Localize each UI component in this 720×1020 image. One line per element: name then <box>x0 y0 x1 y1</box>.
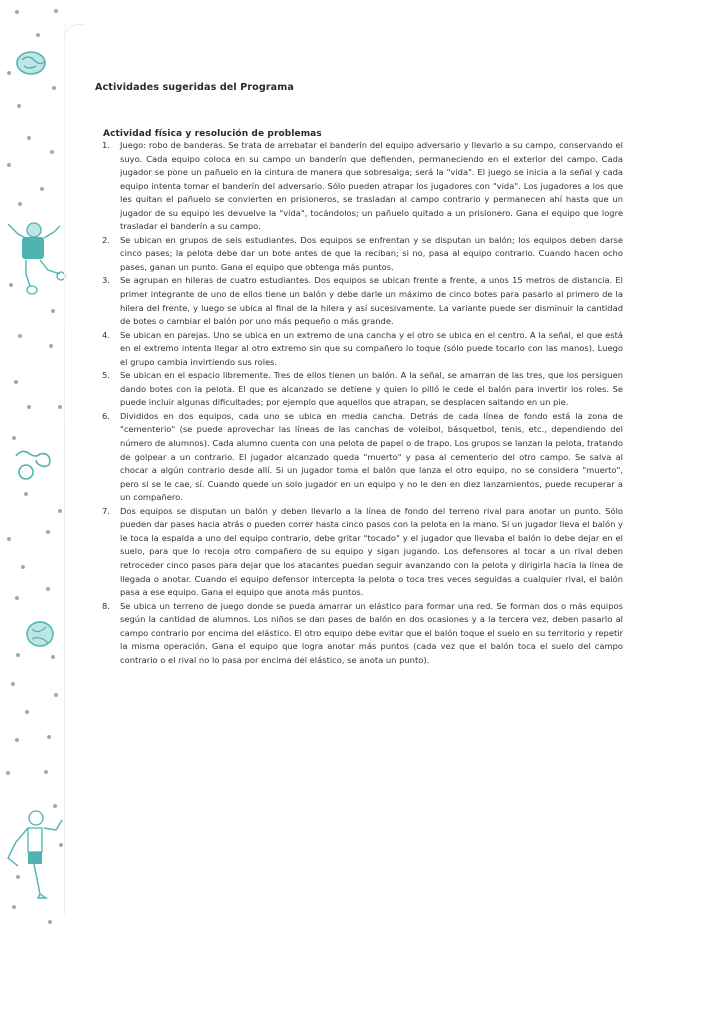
bicycle-doodle-icon <box>12 446 56 486</box>
globe-doodle-icon <box>14 48 50 78</box>
dot <box>16 653 20 657</box>
activity-number: 6. <box>102 410 110 421</box>
dot <box>15 738 19 742</box>
dot <box>7 537 11 541</box>
dot <box>11 682 15 686</box>
activity-number: 8. <box>102 600 110 611</box>
dot <box>58 405 62 409</box>
dot <box>46 530 50 534</box>
section-title: Actividad física y resolución de problemas <box>103 129 322 139</box>
dot <box>27 405 31 409</box>
dot <box>58 509 62 513</box>
dot <box>17 104 21 108</box>
dot <box>40 187 44 191</box>
dot <box>12 436 16 440</box>
dot <box>51 309 55 313</box>
document <box>95 82 623 667</box>
activity-text: Se agrupan en hileras de cuatro estudiantes. Dos equipos se ubican frente a frente, a unos 15 metros de distancia. El primer integrante de uno de ellos tiene un balón y debe darle un máximo de cinco botes para pasarlo al primero de la hilera del frente, y luego se ubica al final de la hilera y así sucesivamente. La variante puede ser disminuir la cantidad de botes o cambiar el balón por uno más pequeño o más grande. <box>120 275 623 327</box>
activity-number: 3. <box>102 275 110 286</box>
dot <box>36 33 40 37</box>
activity-text: Se ubican en grupos de seis estudiantes. Dos equipos se enfrentan y se disputan un balón; los equipos deben darse cinco pases; la pelota debe dar un bote antes de que la reciban; si no, pasa al equipo contrario. Cuando hacen ocho pases, ganan un punto. Gana el equipo que obtenga más puntos. <box>120 234 623 272</box>
activity-text: Se ubica un terreno de juego donde se pueda amarrar un elástico para formar una red. Se forman dos o más equipos según la cantidad de alumnos. Los niños se dan pases de balón en dos ocasiones y a la tercera vez, deben pasarlo al campo contrario por encima del elástico. El otro equipo debe evitar que el balón toque el suelo en su territorio y repetir la misma operación. Gana el equipo que logra anotar más puntos (cada vez que el balón toca el suelo del campo contrario o el rival no lo pasa por encima del elástico, se anota un punto). <box>120 600 623 665</box>
dot <box>52 86 56 90</box>
dot <box>49 344 53 348</box>
dot <box>54 693 58 697</box>
document-title: Actividades sugeridas del Programa <box>95 82 294 93</box>
kid-jumping-icon <box>4 220 66 304</box>
activity-item <box>102 410 623 505</box>
activity-text: Se ubican en el espacio libremente. Tres de ellos tienen un balón. A la señal, se amarran de las tres, que los persiguen dando botes con la pelota. El que es alcanzado se detiene y quien lo pilló le cede el balón para invertir los roles. Se puede incluir algunas dificultades; por ejemplo que aquellos que atrapan, se desplacen saltando en un pie. <box>120 370 623 408</box>
dot <box>27 136 31 140</box>
activity-item <box>102 139 623 234</box>
dot <box>15 596 19 600</box>
activity-item <box>102 234 623 275</box>
dot <box>46 587 50 591</box>
dot <box>18 202 22 206</box>
dot <box>47 735 51 739</box>
activity-item <box>102 505 623 600</box>
decorative-margin <box>0 0 70 1020</box>
ball-icon <box>24 619 56 649</box>
activity-number: 2. <box>102 234 110 245</box>
dot <box>44 770 48 774</box>
activity-item <box>102 329 623 370</box>
activity-number: 1. <box>102 140 110 150</box>
activity-text: Dos equipos se disputan un balón y deben llevarlo a la línea de fondo del terreno rival para anotar un punto. Sólo pueden dar pases hacia atrás o pueden correr hasta cinco pasos con la pelota en la mano. Si un jugador lleva el balón y le toca la espalda a uno del equipo contrario, debe gritar "tocado" y el jugador que llevaba el balón lo debe dejar en el suelo, para que lo recoja otro compañero de su equipo y sigan jugando. Los defensores al tocar a un rival deben retroceder cinco pasos para dejar que los atacantes puedan seguir avanzando con la pelota y dirigirla hacia la línea de llegada o anotar. Cuando el equipo defensor intercepta la pelota o toca tres veces seguidas a cualquier rival, el balón pasa a ese equipo. Gana el equipo que anota más puntos. <box>120 505 623 598</box>
dot <box>7 163 11 167</box>
activity-text: Se ubican en parejas. Uno se ubica en un extremo de una cancha y el otro se ubica en el centro. A la señal, el que está en el extremo intenta llegar al otro extremo sin que su compañero lo toque (sólo puede tocarlo con las manos). Luego el grupo cambia invirtiendo sus roles. <box>120 329 623 367</box>
dot <box>18 334 22 338</box>
activity-number: 7. <box>102 505 110 516</box>
activity-list <box>95 139 623 667</box>
page-edge <box>64 24 65 914</box>
activity-text: Divididos en dos equipos, cada uno se ubica en media cancha. Detrás de cada línea de fondo está la zona de "cementerio" (se puede aprovechar las líneas de las canchas de voleibol, básquetbol, tenis, etc., dependiendo del número de alumnos). Cada alumno cuenta con una pelota de papel o de trapo. Los grupos se lanzan la pelota, tratando de golpear a un contrario. El jugador alcanzado queda "muerto" y pasa al cementerio del otro campo. Se salva al chocar a algún contrario desde allí. Si un jugador toma el balón que lanza el otro equipo, no se considera "muerto", pero si se le cae, sí. Cuando quede un solo jugador en un equipo y no le den en diez lanzamientos, puede recuperar a un compañero. <box>120 410 623 503</box>
dot <box>21 565 25 569</box>
activity-number: 5. <box>102 370 110 381</box>
activity-item <box>102 274 623 328</box>
dot <box>54 9 58 13</box>
dot <box>6 771 10 775</box>
dot <box>14 380 18 384</box>
dot <box>7 71 11 75</box>
dot <box>51 655 55 659</box>
activity-text: Juego: robo de banderas. Se trata de arrebatar el banderín del equipo adversario y llevarlo a su campo, conservando el suyo. Cada equipo coloca en su campo un banderín que defienden, permaneciendo en el exterior del campo. Cada jugador se pone un pañuelo en la cintura de manera que sobresalga; será la "vida". El juego se inicia a la señal y cada equipo intenta tomar el banderín del adversario. Sólo pueden atrapar los jugadores con "vida". Los jugadores a los que les quitan el pañuelo se convierten en prisioneros, se trasladan al campo contrario y permanecen ahí hasta que un jugador de su equipo les devuelve la "vida", tocándolos; un pañuelo quitado a un prisionero. Gana el equipo que logre trasladar el banderín a su campo. <box>120 140 623 232</box>
dot <box>50 150 54 154</box>
dot <box>15 10 19 14</box>
dot <box>24 492 28 496</box>
dot <box>48 920 52 924</box>
dot <box>25 710 29 714</box>
activity-number: 4. <box>102 329 110 340</box>
kid-running-icon <box>4 808 70 908</box>
activity-item <box>102 369 623 410</box>
activity-item <box>102 600 623 668</box>
